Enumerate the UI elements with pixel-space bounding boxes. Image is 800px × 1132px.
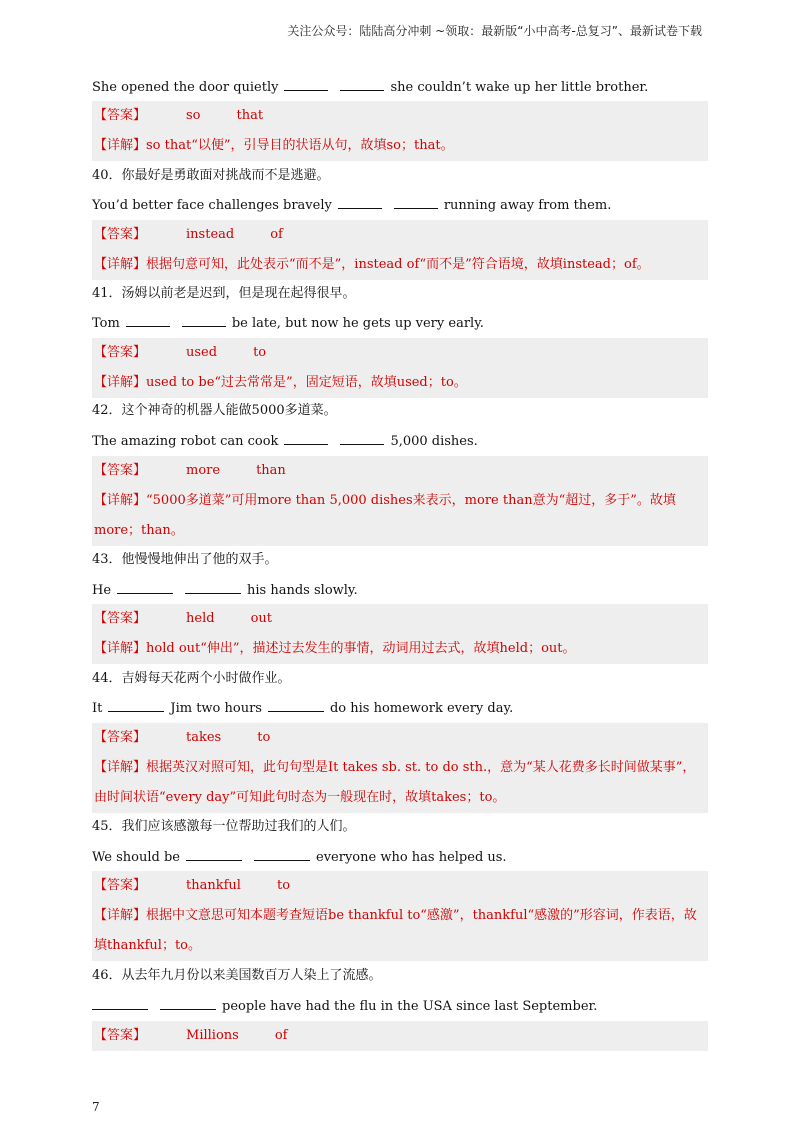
answer-line: 【答案】 instead of <box>94 227 283 242</box>
answer-box <box>92 220 708 280</box>
answer-box <box>92 101 708 161</box>
answer-line: 【答案】 more than <box>94 463 286 478</box>
question-title: 40．你最好是勇敢面对挑战而不是逃避。 <box>92 168 330 183</box>
question-sentence: Tom be late, but now he gets up very early. <box>92 316 484 331</box>
blank <box>186 848 242 861</box>
detail-line: 【详解】hold out“伸出”，描述过去发生的事情，动词用过去式，故填held；out。 <box>94 641 576 656</box>
blank <box>340 432 384 445</box>
question-title: 41．汤姆以前老是迟到，但是现在起得很早。 <box>92 286 356 301</box>
blank <box>284 78 328 91</box>
question-sentence: The amazing robot can cook 5,000 dishes. <box>92 434 478 449</box>
question-sentence: He his hands slowly. <box>92 583 358 598</box>
blank <box>185 581 241 594</box>
answer-box <box>92 1021 708 1051</box>
blank <box>117 581 173 594</box>
question-sentence: We should be everyone who has helped us. <box>92 850 507 865</box>
answer-box <box>92 604 708 664</box>
detail-line: 【详解】根据中文意思可知本题考查短语be thankful to“感激”，thankful“感激的”形容词，作表语，故填thankful；to。 <box>94 908 697 953</box>
detail-line: 【详解】根据句意可知，此处表示“而不是”，instead of“而不是”符合语境，故填instead；of。 <box>94 257 650 272</box>
question-title: 45．我们应该感激每一位帮助过我们的人们。 <box>92 819 356 834</box>
question-title: 46．从去年九月份以来美国数百万人染上了流感。 <box>92 968 382 983</box>
answer-line: 【答案】 used to <box>94 345 267 360</box>
answer-box <box>92 871 708 961</box>
answer-line: 【答案】 so that <box>94 108 264 123</box>
question-sentence: It Jim two hours do his homework every day. <box>92 701 514 716</box>
question-sentence: She opened the door quietly she couldn’t wake up her little brother. <box>92 80 649 95</box>
question-title: 44．吉姆每天花两个小时做作业。 <box>92 671 291 686</box>
detail-line: 【详解】used to be“过去常常是”，固定短语，故填used；to。 <box>94 375 467 390</box>
blank <box>284 432 328 445</box>
blank <box>92 997 148 1010</box>
blank <box>268 699 324 712</box>
blank <box>108 699 164 712</box>
answer-line: 【答案】 Millions of <box>94 1028 288 1043</box>
detail-line: 【详解】“5000多道菜”可用more than 5,000 dishes来表示，more than意为“超过，多于”。故填more；than。 <box>94 493 676 538</box>
blank <box>160 997 216 1010</box>
answer-line: 【答案】 thankful to <box>94 878 291 893</box>
blank <box>182 314 226 327</box>
answer-box <box>92 456 708 546</box>
question-sentence: You’d better face challenges bravely running away from them. <box>92 198 612 213</box>
answer-box <box>92 723 708 813</box>
question-sentence: people have had the flu in the USA since last September. <box>92 997 597 1016</box>
answer-line: 【答案】 takes to <box>94 730 271 745</box>
blank <box>338 196 382 209</box>
question-title: 43．他慢慢地伸出了他的双手。 <box>92 552 278 567</box>
blank <box>394 196 438 209</box>
page-header: 关注公众号：陆陆高分冲刺 ~领取：最新版“小中高考-总复习”、最新试卷下载 <box>287 24 702 38</box>
answer-line: 【答案】 held out <box>94 611 272 626</box>
detail-line: 【详解】根据英汉对照可知，此句句型是It takes sb. st. to do sth.，意为“某人花费多长时间做某事”，由时间状语“every day”可知此句时态为一般现在时，故填takes；to。 <box>94 760 696 805</box>
blank <box>254 848 310 861</box>
blank <box>340 78 384 91</box>
blank <box>126 314 170 327</box>
page-number: 7 <box>92 1100 100 1114</box>
question-title: 42．这个神奇的机器人能做5000多道菜。 <box>92 403 337 418</box>
detail-line: 【详解】so that“以便”，引导目的状语从句，故填so；that。 <box>94 138 454 153</box>
answer-box <box>92 338 708 398</box>
